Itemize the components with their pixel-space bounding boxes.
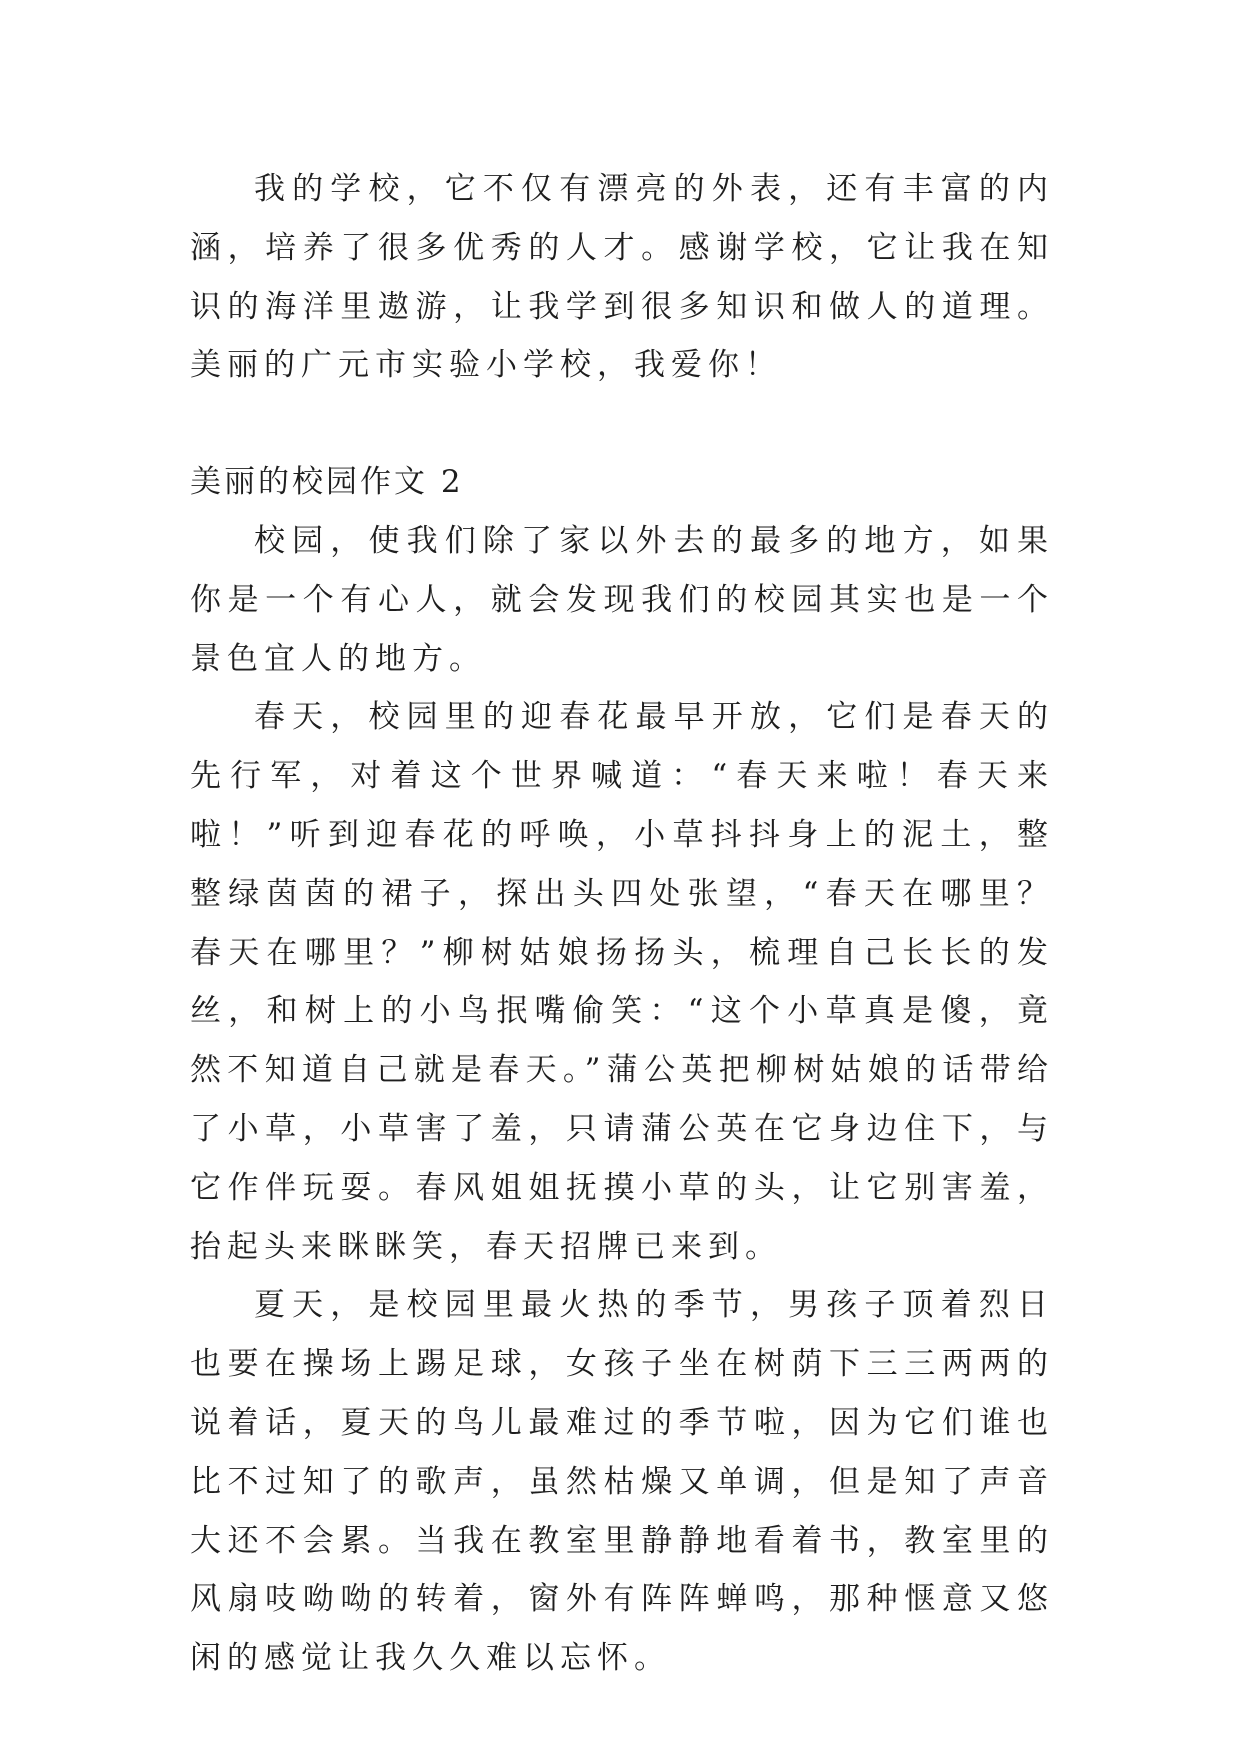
body-paragraph-1: 校园，使我们除了家以外去的最多的地方，如果你是一个有心人，就会发现我们的校园其实也是一个景色宜人的地方。 xyxy=(190,522,1054,677)
section-spacer xyxy=(190,395,1054,453)
document-page xyxy=(190,160,1054,1688)
body-paragraph-3: 夏天，是校园里最火热的季节，男孩子顶着烈日也要在操场上踢足球，女孩子坐在树荫下三三两两的说着话，夏天的鸟儿最难过的季节啦，因为它们谁也比不过知了的歌声，虽然枯燥又单调，但是知了声音大还不会累。当我在教室里静静地看着书，教室里的风扇吱呦呦的转着，窗外有阵阵蝉鸣，那种惬意又悠闲的感觉让我久久难以忘怀。 xyxy=(190,1287,1054,1677)
body-paragraph-2: 春天，校园里的迎春花最早开放，它们是春天的先行军，对着这个世界喊道：“春天来啦！春天来啦！”听到迎春花的呼唤，小草抖抖身上的泥土，整整绿茵茵的裙子，探出头四处张望，“春天在哪里？春天在哪里？”柳树姑娘扬扬头，梳理自己长长的发丝，和树上的小鸟抿嘴偷笑：“这个小草真是傻，竟然不知道自己就是春天。”蒲公英把柳树姑娘的话带给了小草，小草害了羞，只请蒲公英在它身边住下，与它作伴玩耍。春风姐姐抚摸小草的头，让它别害羞，抬起头来眯眯笑，春天招牌已来到。 xyxy=(190,699,1054,1265)
intro-paragraph: 我的学校，它不仅有漂亮的外表，还有丰富的内涵，培养了很多优秀的人才。感谢学校，它让我在知识的海洋里遨游，让我学到很多知识和做人的道理。美丽的广元市实验小学校，我爱你！ xyxy=(190,171,1054,384)
essay-title: 美丽的校园作文 2 xyxy=(190,464,464,501)
